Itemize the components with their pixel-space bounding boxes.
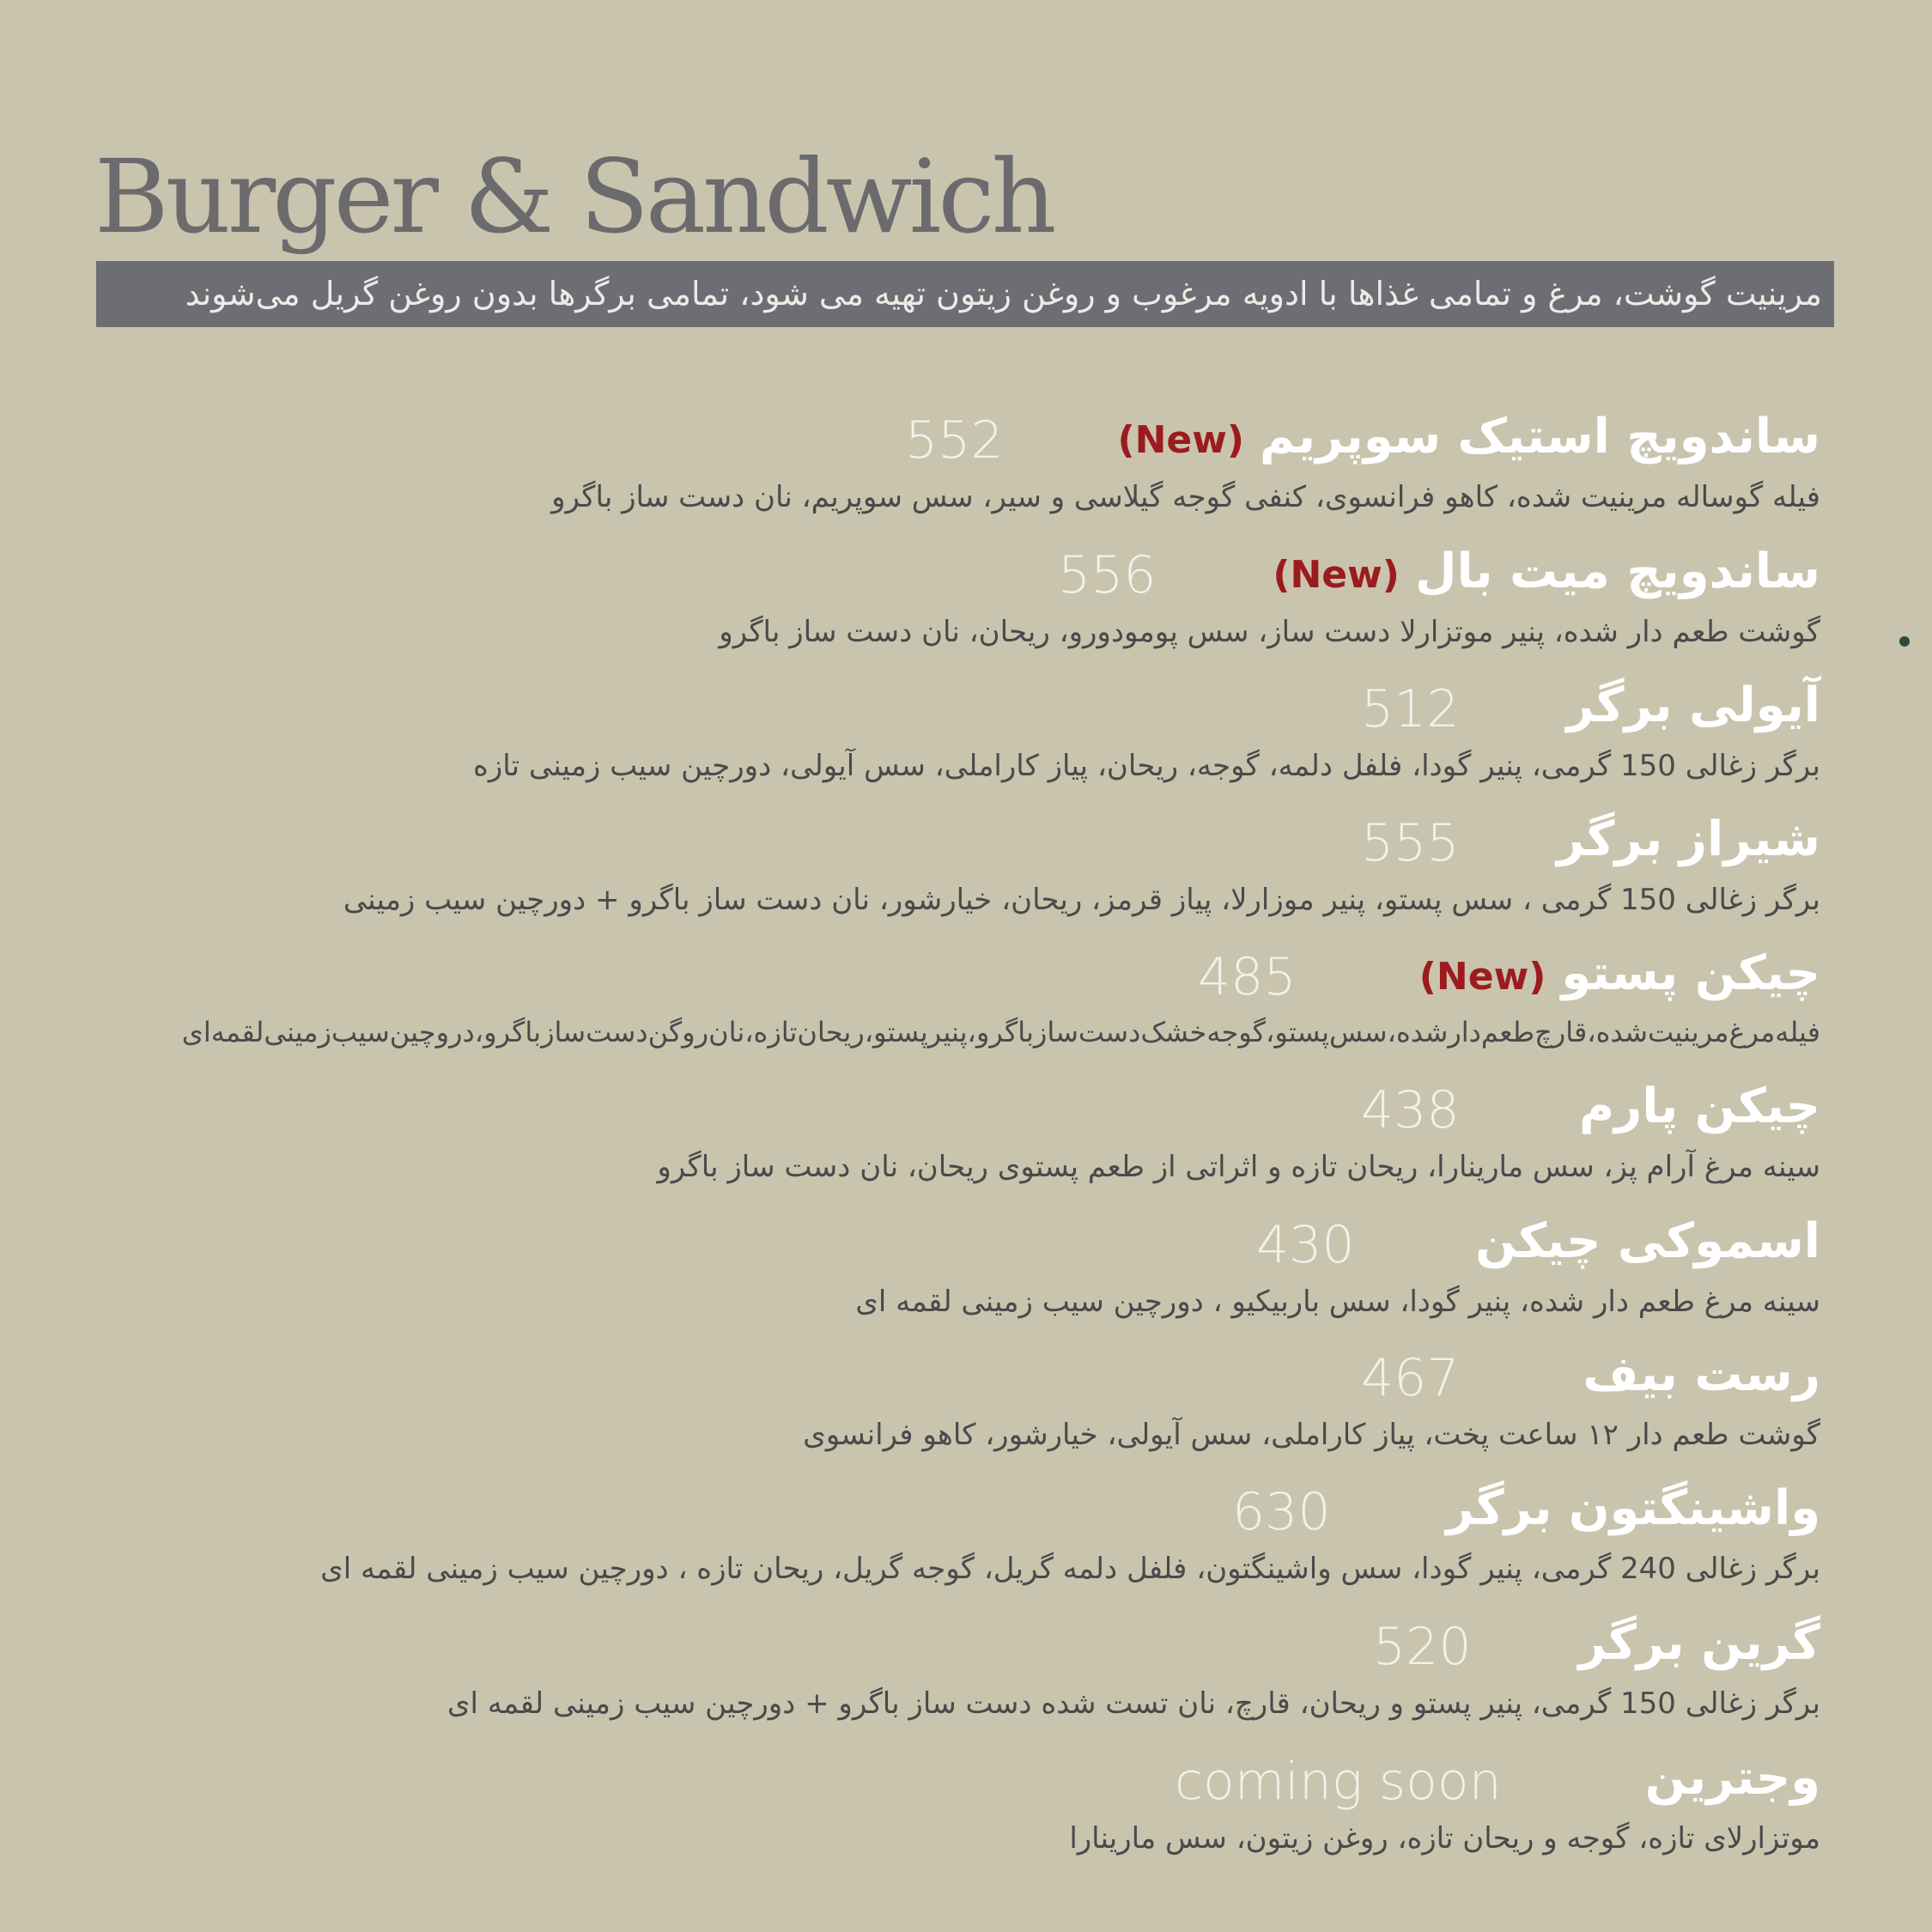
item-name: گرین برگر bbox=[1578, 1615, 1820, 1671]
new-badge: (New) bbox=[1117, 418, 1245, 462]
item-price: 556 bbox=[1058, 545, 1157, 605]
item-description: موتزارلای تازه، گوجه و ریحان تازه، روغن زیتون، سس مارینارا bbox=[1069, 1821, 1820, 1856]
item-description: برگر زغالی 240 گرمی، پنیر گودا، سس واشینگتون، فلفل دلمه گریل، گوجه گریل، ریحان تازه ، دورچین سیب زمینی لقمه ای bbox=[320, 1552, 1820, 1586]
item-name: چیکن پستو(New) bbox=[1419, 945, 1820, 1001]
new-badge: (New) bbox=[1419, 955, 1546, 999]
item-description: فیله گوساله مرینیت شده، کاهو فرانسوی، کنفی گوجه گیلاسی و سیر، سس سوپریم، نان دست ساز باگرو bbox=[551, 480, 1820, 514]
item-price: 485 bbox=[1198, 947, 1297, 1007]
item-description: فیله‌مرغ‌مرینیت‌شده،قارچ‌طعم‌دارشده،سس‌پستو،گوجه‌خشک‌دست‌سازباگرو،پنیرپستو،ریحان‌تازه،نان‌روگن‌دست‌سازباگرو،دروچین‌سیب‌زمینی‌لقمه‌ای bbox=[181, 1016, 1820, 1048]
item-price: 630 bbox=[1232, 1482, 1331, 1542]
item-price: 438 bbox=[1361, 1080, 1460, 1140]
item-description: گوشت طعم دار ۱۲ ساعت پخت، پیاز کاراملی، سس آیولی، خیارشور، کاهو فرانسوی bbox=[803, 1418, 1820, 1452]
item-description: برگر زغالی 150 گرمی ، سس پستو، پنیر موزارلا، پیاز قرمز، ریحان، خیارشور، نان دست ساز باگرو + دورچین سیب زمینی bbox=[343, 883, 1820, 917]
item-price: coming soon bbox=[1175, 1752, 1502, 1812]
item-description: برگر زغالی 150 گرمی، پنیر پستو و ریحان، قارچ، نان تست شده دست ساز باگرو + دورچین سیب زمینی لقمه ای bbox=[447, 1686, 1820, 1721]
item-name: وجترین bbox=[1644, 1750, 1820, 1806]
decorative-dot bbox=[1899, 636, 1910, 647]
item-price: 555 bbox=[1361, 813, 1460, 873]
item-price: 552 bbox=[905, 410, 1004, 471]
item-description: سینه مرغ طعم دار شده، پنیر گودا، سس باربیکیو ، دورچین سیب زمینی لقمه ای bbox=[855, 1285, 1820, 1319]
item-price: 520 bbox=[1373, 1617, 1472, 1677]
item-description: سینه مرغ آرام پز، سس مارینارا، ریحان تازه و اثراتی از طعم پستوی ریحان، نان دست ساز باگرو bbox=[657, 1150, 1820, 1184]
item-name: رست بیف bbox=[1583, 1346, 1820, 1402]
item-price: 467 bbox=[1361, 1348, 1460, 1408]
item-price: 512 bbox=[1361, 679, 1460, 739]
item-name: آیولی برگر bbox=[1566, 677, 1820, 733]
item-name: اسموکی چیکن bbox=[1475, 1213, 1820, 1269]
item-name: شیراز برگر bbox=[1557, 811, 1820, 867]
item-name: ساندویچ استیک سوپریم(New) bbox=[1117, 409, 1820, 465]
item-description: برگر زغالی 150 گرمی، پنیر گودا، فلفل دلمه، گوجه، ریحان، پیاز کاراملی، سس آیولی، دورچین سیب زمینی تازه bbox=[473, 749, 1820, 783]
item-price: 430 bbox=[1256, 1215, 1355, 1275]
item-name: واشینگتون برگر bbox=[1446, 1480, 1820, 1536]
item-description: گوشت طعم دار شده، پنیر موتزارلا دست ساز، سس پومودورو، ریحان، نان دست ساز باگرو bbox=[719, 615, 1820, 649]
item-name: چیکن پارم bbox=[1578, 1078, 1820, 1134]
item-name: ساندویچ میت بال(New) bbox=[1273, 544, 1820, 599]
new-badge: (New) bbox=[1273, 553, 1400, 597]
subtitle-banner: مرینیت گوشت، مرغ و تمامی غذاها با ادویه مرغوب و روغن زیتون تهیه می شود، تمامی برگرها بدون روغن گریل می‌شوند bbox=[96, 261, 1834, 327]
page-title: Burger & Sandwich bbox=[94, 137, 1054, 256]
